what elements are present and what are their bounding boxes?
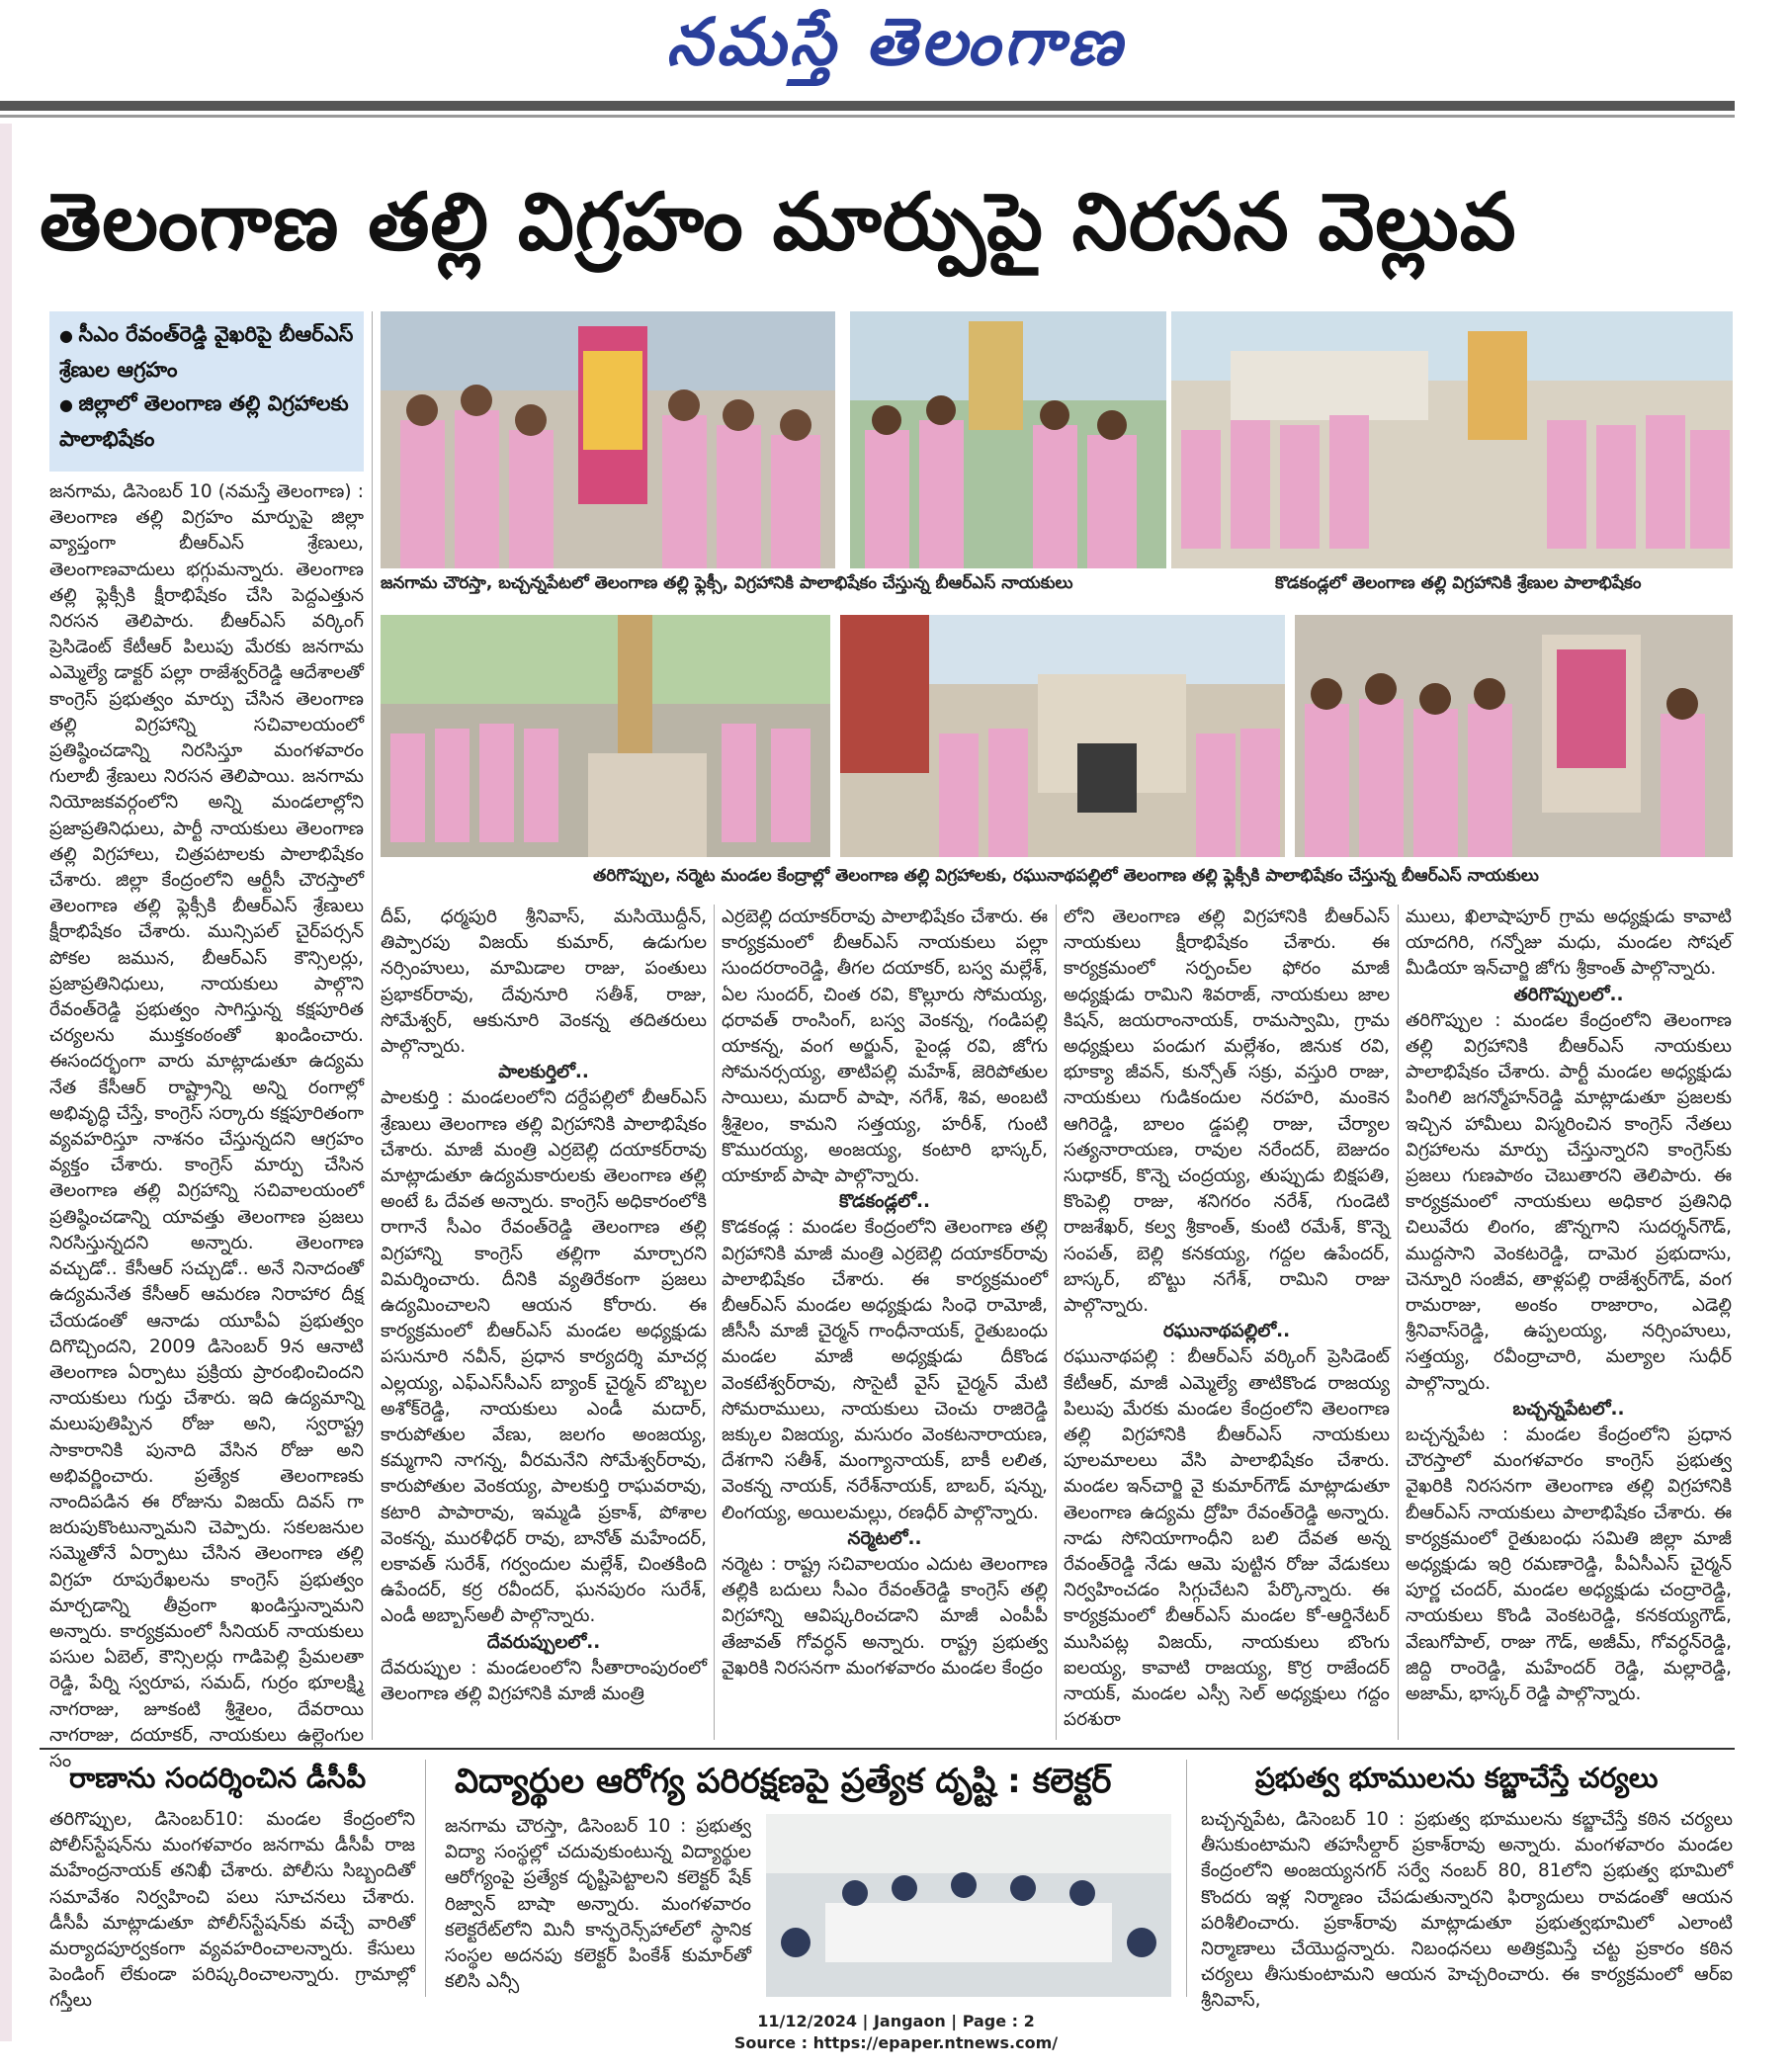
- story-dcp: [49, 1807, 415, 2012]
- subhead-bachannapet: బచ్చన్నపేటలో..: [1512, 1398, 1625, 1420]
- masthead: [0, 0, 1792, 99]
- caption-row1-right: కొడకండ్లలో తెలంగాణ తల్లి విగ్రహానికి శ్రేణుల పాలాభిషేకం: [1275, 573, 1642, 593]
- column-divider: [425, 1760, 426, 1997]
- article-text: కొడకండ్ల : మండల కేంద్రంలోని తెలంగాణ తల్లి విగ్రహానికి మాజీ మంత్రి ఎర్రబెల్లి దయాకర్‌రావు పాలాభిషేకం చేశారు. ఈ కార్యక్రమంలో బీఆర్‌ఎస్‌ మండల అధ్యక్షుడు సింధె రామోజీ, జీసీసీ మాజీ చైర్మన్‌ గాంధీనాయక్‌, రైతుబంధు మండల మాజీ అధ్యక్షుడు దీకొండ వెంకటేశ్వర్‌రావు, సొసైటీ వైస్‌ చైర్మన్‌ మేటి సోమరాములు, నాయకులు చెంచు రాజిరెడ్డి జక్కుల విజయ్య, మసురం వెంకటనారాయణ, దేశగాని సతీశ్‌, మంగ్యానాయక్‌, బాకీ లలిత, వెంకన్న నాయక్‌, నరేశ్‌నాయక్‌, బాబర్‌, షన్ను, లింగయ్య, అయిలమల్లు, రణధీర్‌ పాల్గొన్నారు.: [722, 1217, 1048, 1523]
- column-divider: [1398, 905, 1399, 1740]
- article-text: పాలకుర్తి : మండలంలోని దర్దేపల్లిలో బీఆర్‌ఎస్‌ శ్రేణులు తెలంగాణ తల్లి విగ్రహానికి పాలాభిషేకం చేశారు. మాజీ మంత్రి ఎర్రబెల్లి దయాకర్‌రావు మాట్లాడుతూ ఉద్యమకారులకు తెలంగాణ తల్లి అంటే ఓ దేవత అన్నారు. కాంగ్రెస్‌ అధికారంలోకి రాగానే సీఎం రేవంత్‌రెడ్డి తెలంగాణ తల్లి విగ్రహాన్ని కాంగ్రెస్‌ తల్లిగా మార్చారని విమర్శించారు. దీనికి వ్యతిరేకంగా ప్రజలు ఉద్యమించాలని ఆయన కోరారు. ఈ కార్యక్రమంలో బీఆర్‌ఎస్‌ మండల అధ్యక్షుడు పసునూరి నవీన్‌, ప్రధాన కార్యదర్శి మాచర్ల ఎల్లయ్య, ఎఫ్‌ఎస్‌సీఎస్‌ బ్యాంక్‌ చైర్మన్‌ బొబ్బల అశోక్‌రెడ్డి, నాయకులు ఎండీ మదార్‌, కారుపోతుల వేణు, జలగం అంజయ్య, కమ్మగాని నాగన్న, వీరమనేని సోమేశ్వర్‌రావు, కారుపోతుల వెంకయ్య, పాలకుర్తి రాఘవరావు, కటారి పాపారావు, ఇమ్మడి ప్రకాశ్‌, పోశాల వెంకన్న, మురళీధర్‌ రావు, బానోత్‌ మహేందర్‌, లకావత్‌ సురేశ్‌, గర్వందుల మల్లేశ్‌, చింతకింది ఉపేందర్‌, కర్ర రవీందర్‌, ఘనపురం సురేశ్‌, ఎండీ అబ్బాస్‌అలీ పాల్గొన్నారు.: [381, 1087, 707, 1627]
- story-collector: [445, 1814, 751, 1997]
- story-text: బచ్చన్నపేట, డిసెంబర్‌ 10 : ప్రభుత్వ భూములను కబ్జాచేస్తే కఠిన చర్యలు తీసుకుంటామని తహసీల్దార్‌ ప్రకాశ్‌రావు అన్నారు. మంగళవారం మండల కేంద్రంలోని అంజయ్యనగర్‌ సర్వే నంబర్‌ 80, 81లోని ప్రభుత్వ భూమిలో కొందరు ఇళ్ల నిర్మాణం చేపడుతున్నారని ఫిర్యాదులు రావడంతో ఆయన పరిశీలించారు. ప్రకాశ్‌రావు మాట్లాడుతూ ప్రభుత్వభూమిలో ఎలాంటి నిర్మాణాలు చేయొద్దన్నారు. నిబంధనలు అతిక్రమిస్తే చట్ట ప్రకారం కఠిన చర్యలు తీసుకుంటామని ఆయన హెచ్చరించారు. ఈ కార్యక్రమంలో ఆర్‌ఐ శ్రీనివాస్‌,: [1201, 1809, 1733, 2012]
- article-column-4: [1064, 905, 1390, 1740]
- article-column-2: [381, 905, 707, 1740]
- footer-source: Source : https://epaper.ntnews.com/: [733, 2033, 1059, 2052]
- photo-bachannapet: [850, 311, 1166, 568]
- story-text: జనగామ చౌరస్తా, డిసెంబర్‌ 10 : ప్రభుత్వ విద్యా సంస్థల్లో చదువుకుంటున్న విద్యార్థుల ఆరోగ్యంపై ప్రత్యేక దృష్టిపెట్టాలని కలెక్టర్‌ షేక్‌ రిజ్వాన్‌ బాషా అన్నారు. మంగళవారం కలెక్టరేట్‌లోని మినీ కాన్ఫరెన్స్‌హాల్‌లో స్థానిక సంస్థల అదనపు కలెక్టర్‌ పింకేశ్‌ కుమార్‌తో కలిసి ఎన్సీ: [445, 1816, 751, 1993]
- caption-row2: తరిగొప్పుల, నర్మెట మండల కేంద్రాల్లో తెలంగాణ తల్లి విగ్రహాలకు, రఘునాథపల్లిలో తెలంగాణ తల్లి ఫ్లెక్సీకి పాలాభిషేకం చేస్తున్న బీఆర్‌ఎస్‌ నాయకులు: [593, 866, 1539, 886]
- subhead-kodakandla: కొడకండ్లలో..: [838, 1191, 931, 1213]
- story-title-land: ప్రభుత్వ భూములను కబ్జాచేస్తే చర్యలు: [1255, 1762, 1659, 1794]
- photo-janagama-chowrasta: [381, 311, 835, 568]
- column-divider: [1056, 905, 1057, 1740]
- article-text: జనగామ, డిసెంబర్‌ 10 (నమస్తే తెలంగాణ) : తెలంగాణ తల్లి విగ్రహం మార్పుపై జిల్లా వ్యాప్తంగా బీఆర్‌ఎస్‌ శ్రేణులు, తెలంగాణవాదులు భగ్గుమన్నారు. తెలంగాణ తల్లి ఫ్లెక్సీకి క్షీరాభిషేకం చేసి పెద్దఎత్తున నిరసన తెలిపారు. బీఆర్‌ఎస్‌ వర్కింగ్‌ ప్రెసిడెంట్‌ కేటీఆర్‌ పిలుపు మేరకు జనగామ ఎమ్మెల్యే డాక్టర్‌ పల్లా రాజేశ్వర్‌రెడ్డి ఆదేశాలతో కాంగ్రెస్‌ ప్రభుత్వం మార్పు చేసిన తెలంగాణ తల్లి విగ్రహాన్ని సచివాలయంలో ప్రతిష్ఠించడాన్ని నిరసిస్తూ మంగళవారం గులాబీ శ్రేణులు నిరసన తెలిపాయి. జనగామ నియోజకవర్గంలోని అన్ని మండలాల్లోని ప్రజాప్రతినిధులు, పార్టీ నాయకులు తెలంగాణ తల్లి విగ్రహాలు, చిత్రపటాలకు పాలాభిషేకం చేశారు. జిల్లా కేంద్రంలోని ఆర్టీసీ చౌరస్తాలో తెలంగాణ తల్లి ఫ్లెక్సీకి బీఆర్‌ఎస్‌ శ్రేణులు క్షీరాభిషేకం చేశారు. మున్సిపల్‌ చైర్‌పర్సన్‌ పోకల జమున, బీఆర్‌ఎస్‌ కౌన్సిలర్లు, ప్రజాప్రతినిధులు, నాయకులు పాల్గొని రేవంత్‌రెడ్డి ప్రభుత్వం సాగిస్తున్న కక్షపూరిత చర్యలను ముక్తకంఠంతో ఖండించారు. ఈసందర్భంగా వారు మాట్లాడుతూ ఉద్యమ నేత కేసీఆర్‌ రాష్ట్రాన్ని అన్ని రంగాల్లో అభివృద్ధి చేస్తే, కాంగ్రెస్‌ సర్కారు కక్షపూరితంగా వ్యవహరిస్తూ నాశనం చేస్తున్నదని ఆగ్రహం వ్యక్తం చేశారు. కాంగ్రెస్‌ మార్పు చేసిన తెలంగాణ తల్లి విగ్రహాన్ని సచివాలయంలో ప్రతిష్ఠించడాన్ని యావత్తు తెలంగాణ ప్రజలు నిరసిస్తున్నదని అన్నారు. తెలంగాణ వచ్చుడో.. కేసీఆర్‌ సచ్చుడో.. అనే నినాదంతో ఉద్యమనేత కేసీఆర్‌ ఆమరణ నిరాహార దీక్ష చేయడంతో ఆనాడు యూపీఏ ప్రభుత్వం దిగొచ్చిందని, 2009 డిసెంబర్‌ 9న ఆనాటి తెలంగాణ ఏర్పాటు ప్రక్రియ ప్రారంభించిందని నాయకులు గుర్తు చేశారు. ఇది ఉద్యమాన్ని మలుపుతిప్పిన రోజు అని, స్వరాష్ట్ర సాకారానికి పునాది వేసిన రోజు అని అభివర్ణించారు. ప్రత్యేక తెలంగాణకు నాందిపడిన ఈ రోజును విజయ్‌ దివస్‌ గా జరుపుకొంటున్నామని చెప్పారు. సకలజనుల సమ్మెతోనే ఏర్పాటు చేసిన తెలంగాణ తల్లి విగ్రహ రూపురేఖలను కాంగ్రెస్‌ ప్రభుత్వం మార్చడాన్ని తీవ్రంగా ఖండిస్తున్నామని అన్నారు. కార్యక్రమంలో సీనియర్‌ నాయకులు పసుల ఏబెల్‌, కౌన్సిలర్లు గాడిపెల్లి ప్రేమలతా రెడ్డి, పేర్ని స్వరూప, సమద్‌, గుర్రం భూలక్ష్మి నాగరాజు, జూకంటి శ్రీశైలం, దేవరాయి నాగరాజు, దయాకర్‌, నాయకులు ఉల్లెంగుల సం: [49, 481, 364, 1771]
- article-text: దేవరుప్పుల : మండలంలోని సీతారాంపురంలో తెలంగాణ తల్లి విగ్రహానికి మాజీ మంత్రి: [381, 1657, 707, 1705]
- masthead-rule: [0, 101, 1735, 111]
- photo-collector-meeting: [766, 1814, 1171, 1997]
- article-text: నర్మెట : రాష్ట్ర సచివాలయం ఎదుట తెలంగాణ తల్లికి బదులు సీఎం రేవంత్‌రెడ్డి కాంగ్రెస్‌ తల్లి విగ్రహాన్ని ఆవిష్కరించడాని మాజీ ఎంపీపీ తేజావత్‌ గోవర్ధన్‌ అన్నారు. రాష్ట్ర ప్రభుత్వ వైఖరికి నిరసనగా మంగళవారం మండల కేంద్రం: [722, 1554, 1048, 1679]
- section-rule: [40, 1748, 1735, 1750]
- story-title-dcp: రాణాను సందర్శించిన డీసీపీ: [69, 1762, 367, 1794]
- masthead-rule-thin: [0, 115, 1735, 118]
- column-divider: [372, 311, 373, 1740]
- article-column-5: [1406, 905, 1732, 1740]
- column-divider: [714, 905, 715, 1740]
- adjacent-page-strip: [0, 124, 12, 2041]
- subhead-narmeta: నర్మెటలో..: [847, 1527, 922, 1549]
- photo-narmeta: [840, 615, 1285, 857]
- photo-tarigoppula: [381, 615, 830, 857]
- article-column-3: [722, 905, 1048, 1740]
- highlight-1: ● సీఎం రేవంత్‌రెడ్డి వైఖరిపై బీఆర్‌ఎస్‌ శ్రేణుల ఆగ్రహం: [59, 317, 354, 387]
- masthead-title: నమస్తే తెలంగాణ: [666, 3, 1126, 80]
- highlights-box: [49, 311, 364, 472]
- caption-row1-left: జనగామ చౌరస్తా, బచ్చన్నపేటలో తెలంగాణ తల్లి ఫ్లెక్సీ, విగ్రహానికి పాలాభిషేకం చేస్తున్న బీఆర్‌ఎస్‌ నాయకులు: [381, 573, 1073, 593]
- article-text: రఘునాథపల్లి : బీఆర్‌ఎస్‌ వర్కింగ్‌ ప్రెసిడెంట్‌ కేటీఆర్‌, మాజీ ఎమ్మెల్యే తాటికొండ రాజయ్య పిలుపు మేరకు మండల కేంద్రంలోని తెలంగాణ తల్లి విగ్రహానికి బీఆర్‌ఎస్‌ నాయకులు పూలమాలలు వేసి పాలాభిషేకం చేశారు. మండల ఇన్‌చార్జి వై కుమార్‌గౌడ్‌ మాట్లాడుతూ తెలంగాణ ఉద్యమ ద్రోహి రేవంత్‌రెడ్డి అన్నారు. నాడు సోనియాగాంధీని బలి దేవత అన్న రేవంత్‌రెడ్డి నేడు ఆమె పుట్టిన రోజు వేడుకలు నిర్వహించడం సిగ్గుచేటని పేర్కొన్నారు. ఈ కార్యక్రమంలో బీఆర్‌ఎస్‌ మండల కో-ఆర్డినేటర్‌ ముసిపట్ల విజయ్‌, నాయకులు బొంగు ఐలయ్య, కావాటి రాజయ్య, కొర్ర రాజేందర్‌ నాయక్‌, మండల ఎస్సీ సెల్‌ అధ్యక్షులు గద్దం పరశురా: [1064, 1346, 1390, 1731]
- subhead-raghunathapalli: రఘునాథపల్లిలో..: [1162, 1321, 1291, 1342]
- subhead-devaruppula: దేవరుప్పులలో..: [486, 1631, 601, 1653]
- footer-date-edition: 11/12/2024 | Jangaon | Page : 2: [757, 2012, 1035, 2030]
- story-text: తరిగొప్పుల, డిసెంబర్‌10: మండల కేంద్రంలోని పోలీస్‌స్టేషన్‌ను మంగళవారం జనగామ డీసీపీ రాజ మహేంద్రనాయక్‌ తనిఖీ చేశారు. పోలీసు సిబ్బందితో సమావేశం నిర్వహించి పలు సూచనలు చేశారు. డీసీపీ మాట్లాడుతూ పోలీస్‌స్టేషన్‌కు వచ్చే వారితో మర్యాదపూర్వకంగా వ్యవహరించాలన్నారు. కేసులు పెండింగ్‌ లేకుండా పరిష్కరించాలన్నారు. గ్రామాల్లో గస్తీలు: [49, 1809, 415, 2012]
- article-text: తరిగొప్పుల : మండల కేంద్రంలోని తెలంగాణ తల్లి విగ్రహానికి బీఆర్‌ఎస్‌ నాయకులు పాలాభిషేకం చేశారు. పార్టీ మండల అధ్యక్షుడు పింగిలి జగన్మోహన్‌రెడ్డి మాట్లాడుతూ ప్రజలకు ఇచ్చిన హామీలు విస్మరించిన కాంగ్రెస్‌ నేతలు విగ్రహాలను మార్పు చేస్తున్నారని కాంగ్రెస్‌కు ప్రజలు గుణపాఠం చెబుతారని తెలిపారు. ఈ కార్యక్రమంలో నాయకులు అధికార ప్రతినిధి చిలువేరు లింగం, జొన్నగాని సుదర్శన్‌గౌడ్‌, ముద్దసాని వెంకటరెడ్డి, దామెర ప్రభుదాసు, చెన్నూరి సంజీవ, తాళ్లపల్లి రాజేశ్వర్‌గౌడ్‌, వంగ రామరాజు, అంకం రాజారాం, ఎడెల్లి శ్రీనివాస్‌రెడ్డి, ఉప్పలయ్య, నర్సింహులు, సత్తయ్య, రవీంద్రాచారి, మల్యాల సుధీర్‌ పాల్గొన్నారు.: [1406, 1009, 1732, 1394]
- story-title-collector: విద్యార్థుల ఆరోగ్య పరిరక్షణపై ప్రత్యేక దృష్టి : కలెక్టర్‌: [455, 1762, 1112, 1801]
- article-text: లోని తెలంగాణ తల్లి విగ్రహానికి బీఆర్‌ఎస్‌ నాయకులు క్షీరాభిషేకం చేశారు. ఈ కార్యక్రమంలో సర్పంచ్‌ల ఫోరం మాజీ అధ్యక్షుడు రామిని శివరాజ్‌, నాయకులు జాల కిషన్‌, జయరాంనాయక్‌, రామస్వామి, గ్రామ అధ్యక్షులు పండుగ మల్లేశం, జినుక రవి, భూక్యా జీవన్‌, కున్సోత్‌ సక్రు, వస్తురి రాజు, నాయకులు గుడికందుల నరహరి, మంకెన ఆగిరెడ్డి, బాలం డ్డపల్లి రాజు, చేర్యాల సత్యనారాయణ, రావుల నరేందర్‌, బెజుదం సుధాకర్‌, కొన్నె చంద్రయ్య, తుప్పుడు బిక్షపతి, కొంపెల్లి రాజు, శనిగరం నరేశ్‌, గుండెటి రాజశేఖర్‌, కల్వ శ్రీకాంత్‌, కుంటి రమేశ్‌, కొన్నె సంపత్‌, బెల్లి కనకయ్య, గద్దల ఉపేందర్‌, బాస్కర్‌, బొట్టు నగేశ్‌, రామిని రాజు పాల్గొన్నారు.: [1064, 906, 1390, 1317]
- headline: తెలంగాణ తల్లి విగ్రహం మార్పుపై నిరసన వెల్లువ: [40, 176, 1517, 268]
- column-divider: [1186, 1760, 1187, 1997]
- highlight-2: ● జిల్లాలో తెలంగాణ తల్లి విగ్రహాలకు పాలాభిషేకం: [59, 387, 354, 456]
- article-text: ములు, ఖిలాషాపూర్‌ గ్రామ అధ్యక్షుడు కావాటి యాదగిరి, గన్నోజు మధు, మండల సోషల్‌ మీడియా ఇన్‌చార్జి జోగు శ్రీకాంత్‌ పాల్గొన్నారు.: [1406, 906, 1732, 980]
- subhead-tarigoppula: తరిగొప్పులలో..: [1513, 984, 1624, 1005]
- subhead-palakurthi: పాలకుర్తిలో..: [498, 1062, 589, 1083]
- story-land: [1201, 1807, 1733, 2012]
- article-text: బచ్చన్నపేట : మండల కేంద్రంలోని ప్రధాన చౌరస్తాలో మంగళవారం కాంగ్రెస్‌ ప్రభుత్వ వైఖరికి నిరసనగా తెలంగాణ తల్లి విగ్రహానికి బీఆర్‌ఎస్‌ నాయకులు పాలాభిషేకం చేశారు. ఈ కార్యక్రమంలో రైతుబంధు సమితి జిల్లా మాజీ అధ్యక్షుడు ఇర్రి రమణారెడ్డి, పీఏసీఎస్‌ చైర్మన్‌ పూర్ణ చందర్‌, మండల అధ్యక్షుడు చంద్రారెడ్డి, నాయకులు కొండి వెంకటరెడ్డి, కనకయ్యగౌడ్‌, వేణుగోపాల్‌, రాజు గౌడ్‌, అజీమ్‌, గోవర్ధన్‌రెడ్డి, జిద్ది రాంరెడ్డి, మహేందర్‌ రెడ్డి, మల్లారెడ్డి, అజామ్‌, భాస్కర్‌ రెడ్డి పాల్గొన్నారు.: [1406, 1424, 1732, 1705]
- article-text: ఎర్రబెల్లి దయాకర్‌రావు పాలాభిషేకం చేశారు. ఈ కార్యక్రమంలో బీఆర్‌ఎస్‌ నాయకులు పల్లా సుందరరాంరెడ్డి, తీగల దయాకర్‌, బస్వ మల్లేశ్‌, ఏల సుందర్‌, చింత రవి, కొల్లూరు సోమయ్య, ధరావత్‌ రాంసింగ్‌, బస్వ వెంకన్న, గండిపల్లి యాకన్న, వంగ అర్జున్‌, పైండ్ల రవి, జోగు సోమనర్సయ్య, తాటిపల్లి మహేశ్‌, జెరిపోతుల సాయిలు, మదార్‌ పాషా, నగేశ్‌, శివ, అంబటి శ్రీశైలం, కామని సత్తయ్య, హరీశ్‌, గుంటి కొమురయ్య, అంజయ్య, కంటారి భాస్కర్‌, యాకూబ్‌ పాషా పాల్గొన్నారు.: [722, 906, 1048, 1187]
- article-text: దీప్‌, ధర్మపురి శ్రీనివాస్‌, మసియొద్దీన్‌, తిప్పారపు విజయ్‌ కుమార్‌, ఉడుగుల నర్సింహులు, మామిడాల రాజు, పంతులు ప్రభాకర్‌రావు, దేవునూరి సతీశ్‌, రాజు, సోమేశ్వర్‌, ఆకునూరి వెంకన్న తదితరులు పాల్గొన్నారు.: [381, 906, 707, 1058]
- photo-kodakandla: [1171, 311, 1733, 568]
- article-column-1: [49, 479, 364, 1771]
- photo-raghunathapalli: [1295, 615, 1733, 857]
